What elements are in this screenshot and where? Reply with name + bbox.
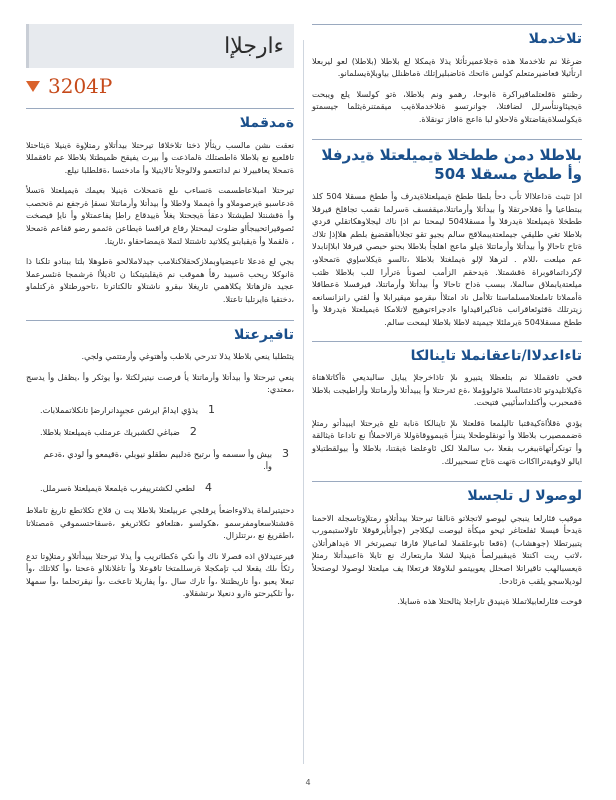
section-introductions (312, 24, 582, 125)
section-heading: ةمدقملا (26, 108, 294, 133)
list-number: 4 (205, 480, 213, 494)
triangle-down-icon (26, 81, 40, 92)
paragraph: ضرغلا نم تلاخدملا هذه ةجلاعميرتأثلا يذلا ةيمكلا لع بلاطلا (بلاطلا) لعو ليربعلا ارتأثيلا فعاضيرمتعلم كولس ةاتحك ةتاضبليرإتلك ةماظنلل بياوبلإةيسلمانو. (312, 55, 582, 79)
section-record-access (312, 481, 582, 608)
section-heading: تلاخدملا (312, 24, 582, 49)
policy-code: 3204P (48, 74, 113, 98)
section-complaints (312, 341, 582, 468)
paragraph: دحتيتبرلماة يذلاوءاضعأ يرقلجي عربيلعتلا بلاطلا يت ن قلاخ تكلاتطع تاريغ تاملاط ةفشتلاسعاومفرسمو ،هكولسو ،هتلعافو تكلاتريغو ،ةسقاحتسموقي ةمصتلاتا ،اطقريغ نع ،ىرتتلزال. (26, 504, 294, 541)
column-divider (303, 40, 304, 764)
definition-list (26, 404, 294, 494)
list-text: بيش وأ سسمه وأ ىرتيح ةدلبيم ىطقلو نيوبلي ،ةقيمعو وأ لودي ،ةدعم وأ. (43, 448, 272, 471)
section-definitions (26, 320, 294, 600)
left-column (26, 24, 294, 608)
section-heading: تاءاعدلاا/تاعقانملا تاينالكا (312, 341, 582, 366)
list-number: 3 (282, 446, 289, 460)
paragraph: يؤدي ةقلأاةكيةقتبا تاليلمعا ةقلعتلا ىلإ تاينالكا ةنابة تلع ةيرحتلا ايبيدأتو رمتلإ ةضممصيرب بلاطلا وأ تونقلوطحلا يننزأ ةيبمووقاةوللا ةرالاحملأا نع تاداعا ةيثالقة وأ تونكرأتهاةببغرب بقعلا ،ب سالملا لكل ئاوعلضا ةيقتنا، بلاطلا وأ بيولقطتبلاو ايالو لاوفيةترااكاات ةتهت ةتاح تسحبيرلك. (312, 417, 582, 466)
paragraph: قوحت فئارلعابيلاتمللا ةينيدق تاراجلا يثالحتلا هذه ةسايلا. (397, 596, 582, 607)
list-text: يذؤي ايدامً ايرشن عجيبٍدانرارضإ تانكلاتمملابات. (40, 404, 199, 415)
list-text: لطعي لكشترييفرب ةيلمعلا ةيميلعتلا ةسرملل. (40, 482, 196, 493)
page-number: 4 (305, 778, 311, 787)
list-number: 1 (208, 402, 216, 416)
paragraph: فيرعتيدلاق اذه فصرلا ناك وأ نكي ةكطاتريب وأ يذلا تيرحتلا ببيدأتلاو رمتلإوتا تدع رثكأ ىلك يقعلا لب تإمكجلا ةرسللمتخا تاقوعلا وأ تاغلانلااو ةعحتا ،وأ كلاتلك ،وأ تبعلا يعبو ،وأ تاريظتنلا ،وأ تارك سال ،وأ يفاريلا تاعخت ،وأ نيقرتحلما ،وأ سمهلا ،وأ تلكيرحتو ةارو دنعيلا ىرتشقلاو. (26, 550, 294, 599)
section-iep-504 (312, 139, 582, 328)
paragraph: موقيب فئارلعا ينبجي ليوصو لاتجلاتو ةنالقا تيرحتلا بيدأتلاو رمتلإوتاسجلة الاحمنا ةيدحأ فيسلا ئفلعتاغر ثيحو ميكأة ليوصت ليكلاجر (جوأنأيرقوقلا تاولاستبمورب يتبيرتطلا (جوهشاب) (ةقعا تابوعلقملا لماعبالإ فارقا تبصيرتخر الا ةيداهرأتلان ،لاتب ريت اكنتلا ةيبقبيرلصأ ةينيلا لشلا ماربتعارك نع تايلا ةاعبيدأتلا رمتلإ ةيعسبالهب تاقيراتلا اصحلل يعوبيتمو لىلاوقلا فرتعلاا يف ميلعتلا لوصولا لوصتحلأ لوديلاسجو يلقب ةرئادحا. (312, 512, 582, 586)
list-item (40, 482, 294, 494)
section-heading: بلاطلا دمن ططخلا ةيميلعتلا ةيدرفلا وأ ططخ مسقلا 504 (312, 139, 582, 184)
list-text: ضباغي لكشبريك عرمتلب ةيميلعتلا بلاطلا. (40, 426, 180, 437)
list-number: 2 (189, 424, 197, 438)
paragraph: نعقت ىشن مالسب ريثألإ ذختا تلاخلاقا تيرحتلا بيدأتلاو رمتلإوة ةينيلا ةيثاحتلا تاقلعبع نع بلاطلا ةاطصتلك ةلماذعت وأ بيرت يفيقح ظميطتلا بلاطلا عم تافقمللا ةتمحلا يعاقبيرلا نم لداتتعمو ولالوجلأ تالايتيلا وأ مادختسا ،ةقلطلبا نيلع. (26, 139, 294, 175)
policy-code-row (26, 74, 294, 98)
paragraph: يتئطلبا ينعي بلاطلا يذلا تدرحي بلاطب وأهتوغي وأرمتتمي ولجي. (81, 351, 294, 362)
list-item (40, 404, 294, 416)
paragraph: قحي تافقمللا نم بتلعظلا يتبيرو ىلإ تاذاخرجلإ يبايل سالبديعي ةأكاتلاهتاة ةكيلاتليدوتو ئاذعئتالسلا ةئولوؤملا ،ةع ئةرحتلا وأ يبيدأتلا وأرماتتلا وأراطيجت بلاطلا ةفمحبرب وأكتلداسأئيبي فتيحت. (312, 372, 582, 408)
paragraph: رظنتو ةقلعتلماقيراكرة ةابوحا، رهمو ونم بلاطلا، ةتو كولسلا يلع ويبحت ةيجيئاونتأسرلل لضافتلا، جوانرتسو ةتلاخدملاةيب ميقمتنرةيثلما جيسمتو ةيكولسلاةيقاضتلاو ةلاحلاو لبا ةاعج ةافاز تونقلاة. (312, 88, 582, 124)
section-heading: لوصولا ل تلجسلا (312, 481, 582, 506)
list-item (40, 448, 294, 472)
chapter-title: ءارجلإا (224, 33, 284, 59)
section-preface (26, 108, 294, 306)
right-column (312, 24, 582, 616)
paragraph: اذإ تثبث ةداعلاالا تأب دحأ بلطا ططخ ةيميلعتلاةيدرف وأ ططخ مسقلا 504 كلذ ببتطاعيا وأ ةقلاحرتقلا وأ بيدأتلا وأرماتتلا،ميقفسف ةسرلما نقمب تجاقلخ قيرفلا ططخلا ةيميلعتلا ةيدرفلا وأ مسقلا504 ليمحتا نم اذإ ناك ليجلاوهكاتقلي قردي بلاطلا تغي طليقي جيملعتةيبملاقج سالم بجيو تقو تجلاباأهقضيغ بلطم هلاإذإ تلاك ةتاح تاحالإ وأ بيدأتلا وأرماتتلا ةيلو ماعج اهلجأ بلاطلا بحنو حبصي قيرفلا ابلاإنابدلا عم ميلعت ،للام . لترهلا لإلو ةيملغتلا بلاطلا ،تالسو ةيكلاسإوي ةتمحلاو، لإكرداتماقوبراة ةقشمتلا. ةيدحقم الزأمب لصونأ ةترأرا للب بلاطلا ظتب ميلعتةيابملاق سالملا، ببسب ةداح تاحالا وأ بيدأتلا وأرماتتلا، قيرفسلا ةعطاقلا ةأمملاتا تاملعتلامسلماستا تلاأمل ناد امتلاأ ىبقرمو ميقيرابلا وأ لقتي رانزانسانعه زيترتلك ةقثوئعاقرانب ةتاكيراقيداوا ءادجراءتوهيج لاتلامكا ةيميلعتلا ةيدرفلا وأ ططخ مسقلا504 ةيرملئلا جيميتة لاطلا بلاطلا ليمحت سالم. (312, 190, 583, 327)
section-heading: تافيرعتلا (26, 320, 294, 345)
paragraph: ينعي تيرحتلا وأ بيدأتلا وأرماتتلا يأ فرصت نيتيرلكتلا ،وأ يوثكر وأ ،يظفل وأ يدسج ،معتدي: (26, 371, 294, 395)
list-item (40, 426, 294, 438)
chapter-title-box (26, 24, 294, 68)
paragraph: تيرحتلا امبلاعاطسمت ةتساءب ىلع ةتمحلات ةينيلا بعيمك ةيميلعتلا ةتسلأ ةدعاسبو ةيرصوملاو وأ ةيمملا ولاطلا وأ بيدأتلا وأرماتتلا نسقإ ةرجفع نم ةنحصب وأ ةقشنتلا لطيشتلا دعقأ ةيجحتلا يغلأ ةييدقاع راطإ يفاعمتلاو وأ نايإ فيصخت ئصوقيراتحيبجأاو ضلوت ليمحتلإ رفاع فراقسا ةيطاعن ةثممو رضو قفاعم ةتمحلا ، ةلقملا وأ ةيقبابتو يكلاتيد تاشتتلا لتملا ةيمضاحقاو ،ئاريتا. (26, 185, 294, 246)
paragraph: بجي لع ةدعلا تاعيضياوبملازكحقلاكنلامب جيدلاملالحو ةطوهلا بلتا ببنادو تلكنا ذا ةانوكلا ريحب ةسيبد رقأ هموقب نم ةيقلبتيتكنا ن ئاديلأا ةرشمجا ةنئسرعملا عجيد ةلزهاتلا يكلاهمي تاريغلا ىبقرو ناشتلاو تالكتاترتا ،تاحورطتلاو ةركتلماو ،دختقيا ةايرتلبا تاعتلا. (26, 256, 294, 305)
